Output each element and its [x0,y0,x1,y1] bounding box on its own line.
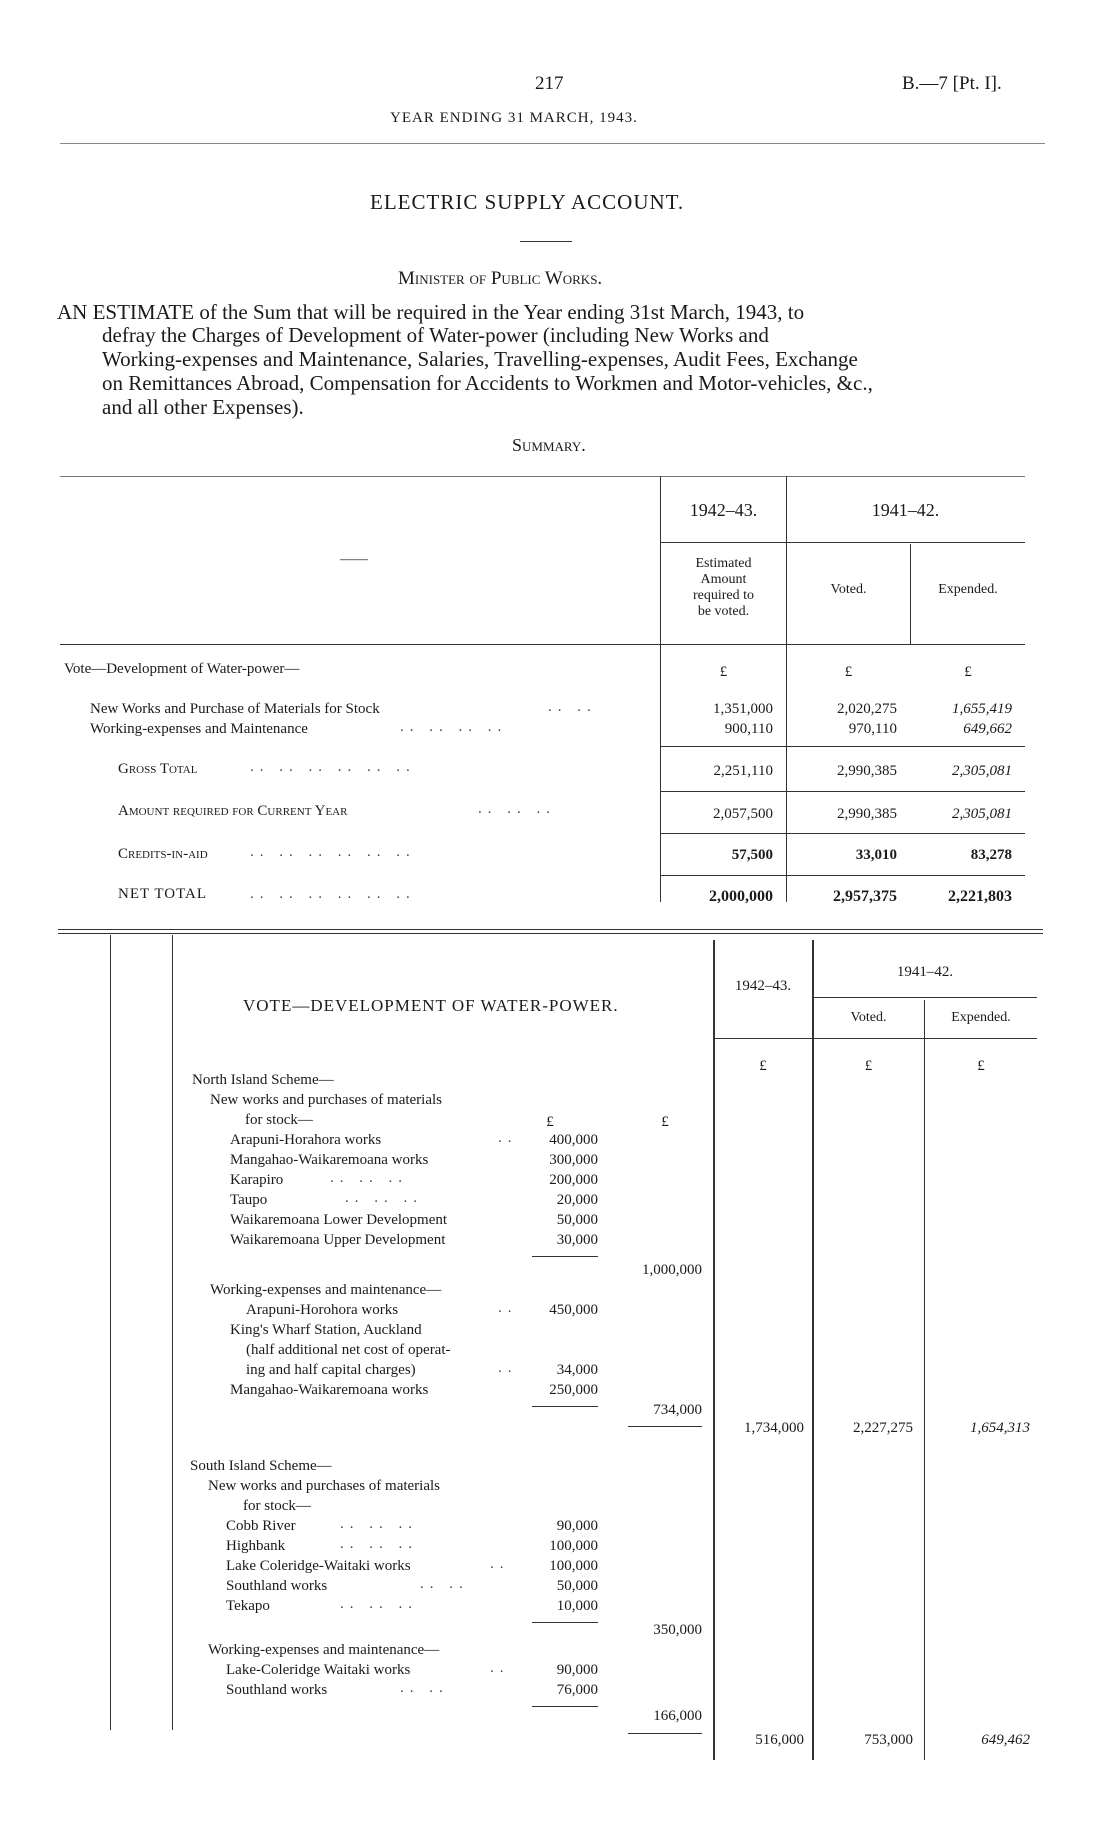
summary-row-est: 900,110 [724,721,773,737]
north-subtotal-currency: £ [661,1114,669,1130]
summary-row-label: Credits-in-aid [118,846,208,862]
north-item-amount: 300,000 [549,1152,598,1168]
summary-col-divider-2 [786,476,787,902]
leader-dots: .. .. .. [345,1190,423,1206]
leader-dots: .. .. .. [340,1596,418,1612]
vote-header-bottom-rule [713,1038,1037,1039]
summary-col-divider-1 [660,476,661,902]
section-double-rule-top [58,929,1043,930]
north-total-voted: 2,227,275 [853,1420,913,1436]
vote-margin-line-2 [172,935,173,1730]
vote-subheader-rule [812,997,1037,998]
south-item-label: Cobb River [226,1518,296,1534]
vote-col-voted: Voted. [850,1010,887,1025]
south-wem-label: Southland works [226,1682,328,1698]
south-item-label: Tekapo [226,1598,270,1614]
north-new-works-label-cont: for stock— [245,1112,313,1128]
summary-rule [661,875,1025,876]
year-line: YEAR ENDING 31 MARCH, 1943. [390,110,638,126]
summary-row-exp: 2,221,803 [948,888,1012,905]
summary-row-exp: 83,278 [970,847,1012,863]
south-wem-total: 166,000 [653,1708,702,1724]
summary-row-est: 1,351,000 [713,701,773,717]
leader-dots: .. .. .. .. .. .. [250,844,416,860]
summary-row-voted: 2,990,385 [837,763,897,779]
north-wem-heading: Working-expenses and maintenance— [210,1282,442,1298]
vote-col-expended: Expended. [951,1010,1011,1025]
south-wem-heading: Working-expenses and maintenance— [208,1642,440,1658]
minister-heading: Minister of Public Works. [398,268,603,289]
vote-heading: VOTE—DEVELOPMENT OF WATER-POWER. [243,996,619,1015]
summary-rule [661,833,1025,834]
summary-row-est: 2,251,110 [713,763,773,779]
south-item-amount: 100,000 [549,1538,598,1554]
summary-row-voted: 33,010 [855,847,897,863]
north-item-amount: 50,000 [556,1212,598,1228]
south-total-expended: 649,462 [981,1732,1030,1748]
south-item-amount: 10,000 [556,1598,598,1614]
summary-row-exp: 2,305,081 [952,806,1012,822]
summary-row-est: 2,057,500 [713,806,773,822]
summary-row-est: 2,000,000 [709,888,773,905]
estimate-line-3: Working-expenses and Maintenance, Salaries, Travelling-expenses, Audit Fees, Exchange [102,347,858,371]
summary-row-voted: 2,990,385 [837,806,897,822]
summary-row-exp: 1,655,419 [952,701,1012,717]
south-item-label: Highbank [226,1538,286,1554]
south-wem-rule [532,1706,598,1707]
north-item-label: Karapiro [230,1172,284,1188]
leader-dots: .. .. .. [340,1536,418,1552]
summary-row-label: New Works and Purchase of Materials for Stock [90,701,380,717]
south-new-works-label-cont: for stock— [243,1498,311,1514]
north-wem-label: ing and half capital charges) [246,1362,416,1378]
north-total-1942-43: 1,734,000 [744,1420,804,1436]
summary-row-label: NET TOTAL [118,886,208,902]
summary-currency-est: £ [719,664,728,680]
north-item-amount: 400,000 [549,1132,598,1148]
leader-dots: .. .. .. .. .. .. [250,759,416,775]
summary-row-est: 57,500 [731,847,773,863]
north-items-rule [532,1256,598,1257]
north-wem-amount: 450,000 [549,1302,598,1318]
north-wem-amount: 34,000 [556,1362,598,1378]
estimate-line-5: and all other Expenses). [102,395,304,419]
north-island-heading: North Island Scheme— [192,1072,334,1088]
leader-dots: .. .. .. [340,1516,418,1532]
north-wem-amount: 250,000 [549,1382,598,1398]
south-item-amount: 100,000 [549,1558,598,1574]
leader-dots: .. .. [420,1576,469,1592]
south-island-heading: South Island Scheme— [190,1458,332,1474]
north-wem-label: (half additional net cost of operat- [246,1342,451,1358]
north-item-amount: 200,000 [549,1172,598,1188]
north-wem-label: Mangahao-Waikaremoana works [230,1382,429,1398]
leader-dots: .. [498,1360,518,1376]
south-wem-amount: 76,000 [556,1682,598,1698]
summary-currency-exp: £ [964,664,972,680]
summary-subheader-rule [660,542,1025,543]
title-rule [520,241,572,242]
south-item-amount: 50,000 [556,1578,598,1594]
summary-row-voted: 2,020,275 [837,701,897,717]
summary-row-exp: 2,305,081 [952,763,1012,779]
north-items-currency: £ [546,1114,554,1130]
vote-col-divider-3 [924,1000,925,1760]
south-wem-amount: 90,000 [556,1662,598,1678]
vote-currency-expended: £ [977,1058,985,1074]
south-item-amount: 90,000 [556,1518,598,1534]
leader-dots: .. .. .. .. [400,719,508,735]
summary-row-label: Amount required for Current Year [118,803,348,819]
south-items-rule [532,1622,598,1623]
leader-dots: .. [498,1300,518,1316]
leader-dots: .. .. [548,699,597,715]
leader-dots: .. .. [400,1680,449,1696]
north-wem-total: 734,000 [653,1402,702,1418]
summary-subtotal-rule [661,746,1025,747]
summary-row-exp: 649,662 [963,721,1012,737]
estimate-line-2: defray the Charges of Development of Water-power (including New Works and [102,323,769,347]
page-number: 217 [535,73,564,94]
summary-stub-dash: —— [340,552,368,567]
estimate-line-4: on Remittances Abroad, Compensation for Accidents to Workmen and Motor-vehicles, &c., [102,371,873,395]
north-item-label: Arapuni-Horahora works [230,1132,382,1148]
south-new-works-label: New works and purchases of materials [208,1478,441,1494]
leader-dots: .. .. .. [478,801,556,817]
south-subtotals-rule [628,1733,702,1734]
vote-margin-line-1 [110,935,111,1730]
north-subtotals-rule [628,1426,702,1427]
vote-col-1941-42: 1941–42. [896,964,954,980]
summary-row-voted: 970,110 [848,721,897,737]
summary-rule [661,791,1025,792]
vote-col-1942-43: 1942–43. [734,978,792,994]
header-rule [60,143,1045,144]
north-item-label: Mangahao-Waikaremoana works [230,1152,429,1168]
north-item-label: Taupo [230,1192,268,1208]
leader-dots: .. [498,1130,518,1146]
south-item-label: Southland works [226,1578,328,1594]
south-total-voted: 753,000 [864,1732,913,1748]
summary-row-voted: 2,957,375 [833,888,897,905]
estimate-line-1: AN ESTIMATE of the Sum that will be required in the Year ending 31st March, 1943, to [57,300,805,324]
south-wem-label: Lake-Coleridge Waitaki works [226,1662,411,1678]
north-item-amount: 20,000 [556,1192,598,1208]
leader-dots: .. .. .. [330,1170,408,1186]
leader-dots: .. [490,1660,510,1676]
north-total-expended: 1,654,313 [970,1420,1030,1436]
summary-sub-voted: Voted. [830,582,867,597]
north-wem-label: Arapuni-Horohora works [246,1302,399,1318]
north-new-works-label: New works and purchases of materials [210,1092,443,1108]
summary-header-bottom-rule [60,644,1025,645]
south-new-works-total: 350,000 [653,1622,702,1638]
north-item-amount: 30,000 [556,1232,598,1248]
summary-row-label: Working-expenses and Maintenance [90,721,308,737]
summary-top-rule [60,476,1025,477]
section-double-rule-bottom [58,933,1043,934]
north-wem-label: King's Wharf Station, Auckland [230,1322,422,1338]
summary-col-1942-43: 1942–43. [689,500,758,520]
summary-currency-voted: £ [844,664,853,680]
south-item-label: Lake Coleridge-Waitaki works [226,1558,411,1574]
north-new-works-total: 1,000,000 [642,1262,702,1278]
vote-currency-voted: £ [864,1058,873,1074]
north-item-label: Waikaremoana Lower Development [230,1212,448,1228]
summary-vote-label: Vote—Development of Water-power— [64,661,300,677]
summary-sub-estimated: Estimated Amount required to be voted. [692,556,755,619]
account-title: ELECTRIC SUPPLY ACCOUNT. [370,190,685,214]
leader-dots: .. .. .. .. .. .. [250,886,416,902]
summary-heading: Summary. [512,435,586,455]
vote-currency-1942-43: £ [759,1058,767,1074]
north-wem-rule [532,1406,598,1407]
north-item-label: Waikaremoana Upper Development [230,1232,446,1248]
summary-col-1941-42: 1941–42. [871,500,940,520]
summary-sub-expended: Expended. [938,582,998,597]
summary-row-label: Gross Total [118,761,198,777]
document-reference: B.—7 [Pt. I]. [902,73,1002,94]
south-total-1942-43: 516,000 [755,1732,804,1748]
leader-dots: .. [490,1556,510,1572]
